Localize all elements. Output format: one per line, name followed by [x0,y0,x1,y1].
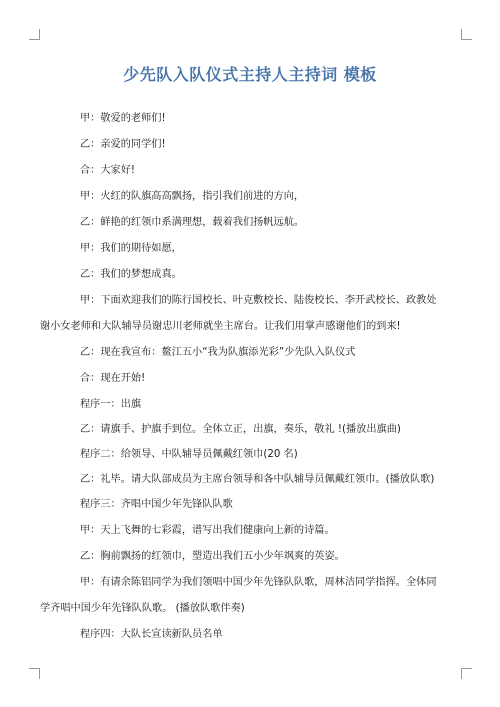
script-line-continued: 谢小女老师和大队辅导员谢忠川老师就坐主席台。让我们用掌声感谢他们的到来! [40,321,401,332]
crop-mark-top-right [461,29,472,40]
script-line: 甲：敬爱的老师们! [80,113,166,124]
script-line: 合：大家好! [80,165,136,176]
script-line: 甲：火红的队旗高高飘扬，指引我们前进的方向， [80,191,305,202]
script-line: 乙：亲爱的同学们! [80,139,166,150]
script-line: 甲：有请余陈铝同学为我们领唱中国少年先锋队队歌，周林洁同学指挥。全体同 [80,577,437,588]
script-line: 甲：我们的期待如愿， [80,243,182,254]
program-step: 程序二：给领导、中队辅导员佩戴红领巾(20 名) [80,449,298,460]
crop-mark-bottom-left [29,668,40,679]
script-line: 合：现在开始! [80,373,146,384]
program-step: 程序三：齐唱中国少年先锋队队歌 [80,499,233,510]
document-title: 少先队入队仪式主持人主持词 模板 [123,65,377,84]
program-step: 程序四：大队长宣读新队员名单 [80,629,223,640]
script-line: 乙：请旗手、护旗手到位。全体立正，出旗，奏乐，敬礼 !(播放出旗曲) [80,424,401,435]
script-line: 甲：天上飞舞的七彩霞，谱写出我们健康向上新的诗篇。 [80,525,335,536]
script-line: 乙：礼毕。请大队部成员为主席台领导和各中队辅导员佩戴红领巾。(播放队歌) [80,474,435,485]
crop-mark-top-left [29,29,40,40]
script-line: 乙：我们的梦想成真。 [80,269,182,280]
program-step: 程序一：出旗 [80,399,142,410]
script-line: 乙：鲜艳的红领巾系满理想，载着我们扬帆远航。 [80,217,305,228]
script-line: 乙：胸前飘扬的红领巾，塑造出我们五小少年飒爽的英姿。 [80,551,345,562]
script-line: 甲：下面欢迎我们的陈行国校长、叶克敷校长、陆俊校长、李开武校长、政教处 [80,295,437,306]
script-line-continued: 学齐唱中国少年先锋队队歌。 (播放队歌伴奏) [40,603,245,614]
script-line: 乙：现在我宣布：鳌江五小“我为队旗添光彩”少先队入队仪式 [80,347,356,358]
crop-mark-bottom-right [461,668,472,679]
